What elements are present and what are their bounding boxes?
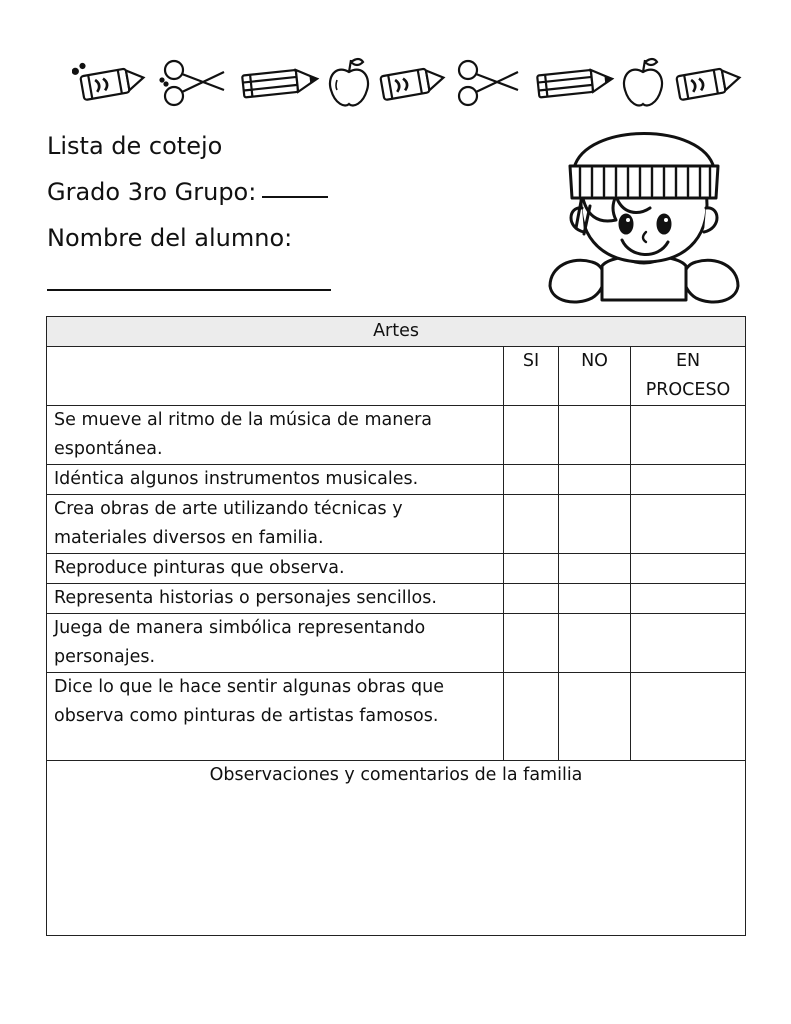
table-row (47, 495, 746, 554)
si-check-cell[interactable] (504, 584, 559, 614)
no-check-cell[interactable] (559, 495, 631, 554)
no-check-cell[interactable] (559, 584, 631, 614)
family-observations-label: Observaciones y comentarios de la familia (209, 765, 583, 785)
student-name-label: Nombre del alumno: (47, 224, 293, 252)
table-row (47, 465, 746, 495)
no-check-cell[interactable] (559, 465, 631, 495)
criterion-text: Representa historias o personajes sencillos. (47, 584, 504, 614)
pencil-icon (537, 68, 613, 98)
no-check-cell[interactable] (559, 554, 631, 584)
criterion-text: Idéntica algunos instrumentos musicales. (47, 465, 504, 495)
criteria-header-cell (47, 347, 504, 406)
si-check-cell[interactable] (504, 495, 559, 554)
crayon-icon (676, 66, 741, 100)
pencil-icon (242, 68, 318, 98)
si-check-cell[interactable] (504, 554, 559, 584)
col-si-header: SI (504, 347, 559, 406)
grade-group-line (47, 177, 328, 207)
student-name-line (47, 289, 331, 291)
si-check-cell[interactable] (504, 465, 559, 495)
en-proceso-check-cell[interactable] (631, 495, 746, 554)
family-observations-box[interactable] (47, 761, 746, 936)
crayon-icon (380, 66, 445, 100)
criterion-text: Crea obras de arte utilizando técnicas y materiales diversos en familia. (47, 495, 504, 554)
criterion-text: Dice lo que le hace sentir algunas obras que observa como pinturas de artistas famosos. (47, 673, 504, 761)
table-row (47, 584, 746, 614)
table-row (47, 673, 746, 761)
en-proceso-check-cell[interactable] (631, 554, 746, 584)
no-check-cell[interactable] (559, 673, 631, 761)
crayon-icon (72, 54, 146, 101)
en-proceso-check-cell[interactable] (631, 614, 746, 673)
no-check-cell[interactable] (559, 614, 631, 673)
apple-icon (624, 59, 662, 105)
document-title: Lista de cotejo (47, 132, 223, 160)
table-row (47, 406, 746, 465)
no-check-cell[interactable] (559, 406, 631, 465)
si-check-cell[interactable] (504, 406, 559, 465)
en-proceso-check-cell[interactable] (631, 584, 746, 614)
boy-with-beanie-icon (546, 116, 742, 312)
criterion-text: Juega de manera simbólica representando personajes. (47, 614, 504, 673)
apple-icon (330, 59, 368, 105)
si-check-cell[interactable] (504, 673, 559, 761)
section-title: Artes (47, 317, 746, 347)
scissors-icon (161, 61, 225, 105)
col-no-header: NO (559, 347, 631, 406)
en-proceso-check-cell[interactable] (631, 465, 746, 495)
en-proceso-check-cell[interactable] (631, 406, 746, 465)
criterion-text: Reproduce pinturas que observa. (47, 554, 504, 584)
criterion-text: Se mueve al ritmo de la música de manera espontánea. (47, 406, 504, 465)
table-row (47, 554, 746, 584)
si-check-cell[interactable] (504, 614, 559, 673)
col-en-proceso-header: EN PROCESO (631, 347, 746, 406)
en-proceso-check-cell[interactable] (631, 673, 746, 761)
checklist-table (46, 316, 746, 936)
table-row (47, 614, 746, 673)
group-blank-line (262, 196, 328, 198)
scissors-icon (459, 61, 518, 105)
grade-group-label: Grado 3ro Grupo: (47, 178, 257, 206)
school-supplies-border (72, 52, 752, 112)
